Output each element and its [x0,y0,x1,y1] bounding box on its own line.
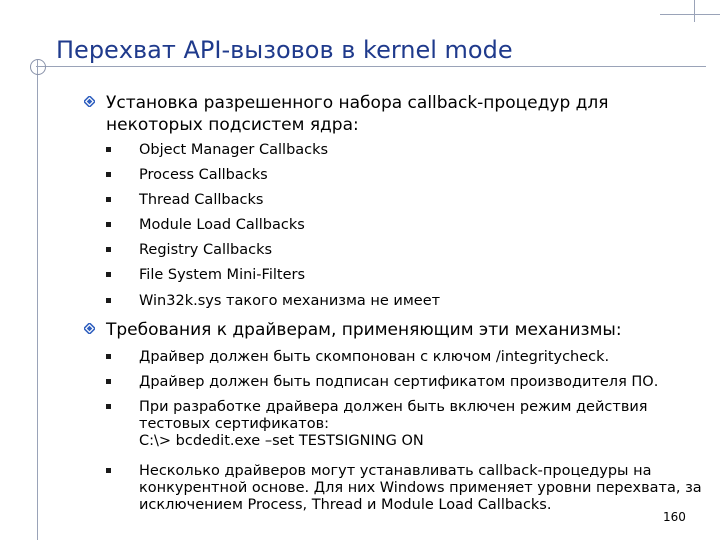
list-item-text: Драйвер должен быть скомпонован с ключом /integritycheck. [139,349,610,365]
top-right-vrule [694,0,695,22]
list-item-text: Object Manager Callbacks [139,142,329,158]
section2-heading [84,319,684,341]
list-item-text: Thread Callbacks [139,192,264,208]
list-item-text: При разработке драйвера должен быть включен режим действия [139,399,648,415]
page-number: 160 [663,510,686,524]
square-bullet-icon [106,247,111,252]
square-bullet-icon [106,172,111,177]
list-item-text: Win32k.sys такого механизма не имеет [139,293,441,309]
section1-heading [84,92,684,136]
section2-heading-text: Требования к драйверам, применяющим эти механизмы: [106,320,622,340]
diamond-bullet-icon [84,96,95,107]
top-right-rule [660,14,720,15]
square-bullet-icon [106,354,111,359]
command-text: C:\> bcdedit.exe –set TESTSIGNING ON [139,433,424,449]
square-bullet-icon [106,298,111,303]
square-bullet-icon [106,379,111,384]
header-rule [36,66,706,67]
list-item-text: Process Callbacks [139,167,268,183]
section1-heading-line1: Установка разрешенного набора callback-процедур для [106,93,609,113]
list-item-text: Registry Callbacks [139,242,273,258]
list-item-text: Module Load Callbacks [139,217,305,233]
slide-title: Перехват API-вызовов в kernel mode [56,36,513,64]
corner-circle-ornament [30,59,46,75]
list-item-text: Несколько драйверов могут устанавливать callback-процедуры на [139,463,652,479]
list-item-text: File System Mini-Filters [139,267,306,283]
list-item-text: конкурентной основе. Для них Windows применяет уровни перехвата, за [139,480,702,496]
list-item-text: Драйвер должен быть подписан сертификатом производителя ПО. [139,374,659,390]
square-bullet-icon [106,404,111,409]
list-item-text: исключением Process, Thread и Module Load Callbacks. [139,497,552,513]
square-bullet-icon [106,468,111,473]
square-bullet-icon [106,272,111,277]
square-bullet-icon [106,197,111,202]
diamond-bullet-icon [84,323,95,334]
section1-heading-line2: некоторых подсистем ядра: [106,115,359,135]
square-bullet-icon [106,222,111,227]
list-item-text: тестовых сертификатов: [139,416,330,432]
square-bullet-icon [106,147,111,152]
left-rule [37,60,38,540]
